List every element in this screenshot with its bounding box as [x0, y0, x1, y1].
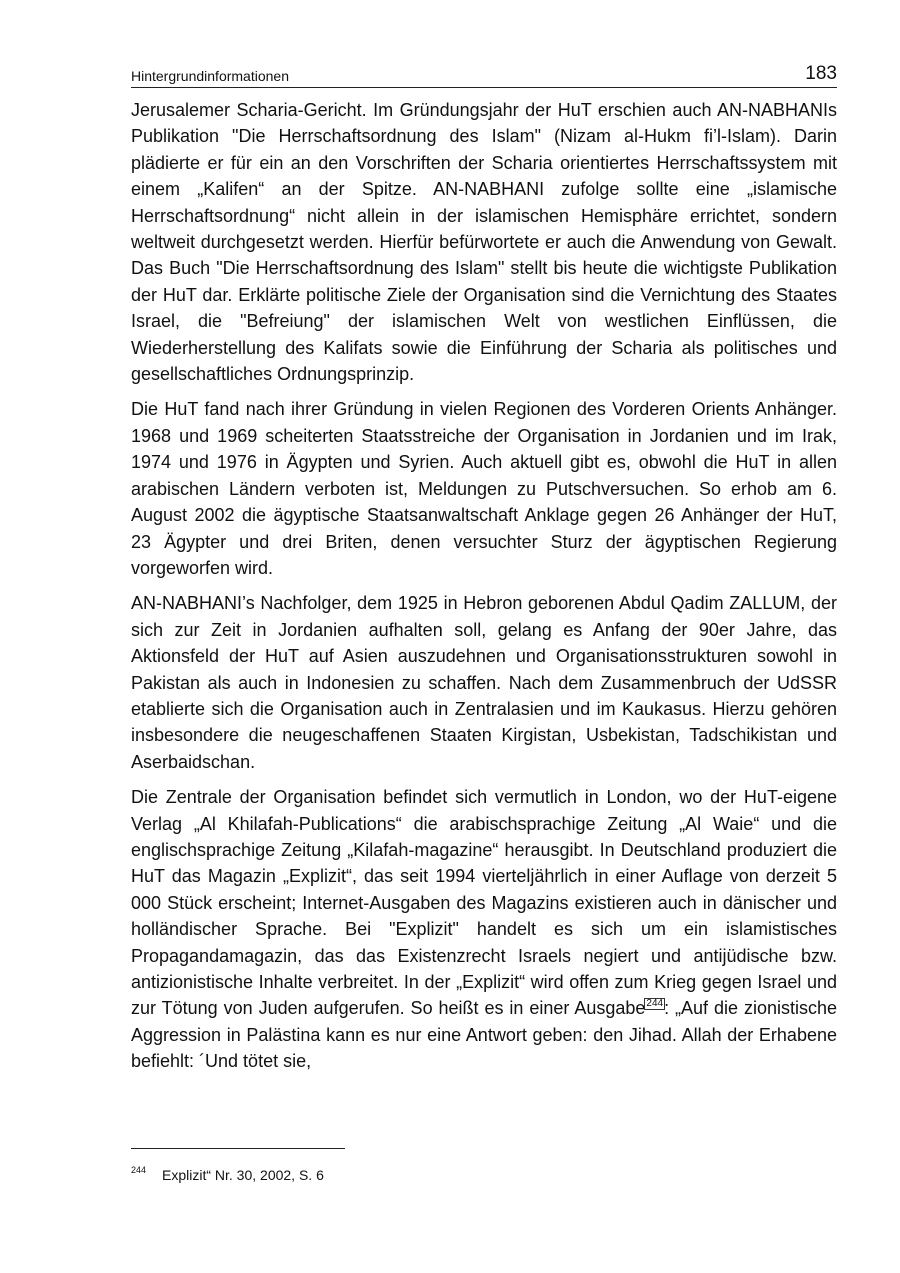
running-header: [131, 60, 837, 86]
footnote: [131, 1166, 837, 1184]
paragraph-4-text-after-ref: : „Auf die zionistische Aggression in Palästina kann es nur eine Antwort geben: den Jihad. Allah der Erhabene befiehlt: ´Und tötet sie,: [131, 998, 838, 1072]
paragraph-1: Jerusalemer Scharia-Gericht. Im Gründungsjahr der HuT erschien auch AN-NABHANIs Publikation "Die Herrschaftsordnung des Islam" (Nizam al-Hukm fi’l-Islam). Darin plädierte er für ein an den Vorschriften der Scharia orientiertes Herrschaftssystem mit einem „Kalifen“ an der Spitze. AN-NABHANI zufolge sollte eine „islamische Herrschaftsordnung“ nicht allein in der islamischen Hemisphäre errichtet, sondern weltweit durchgesetzt werden. Hierfür befürwortete er auch die Anwendung von Gewalt. Das Buch "Die Herrschaftsordnung des Islam" stellt bis heute die wichtigste Publikation der HuT dar. Erklärte politische Ziele der Organisation sind die Vernichtung des Staates Israel, die "Befreiung" der islamischen Welt von westlichen Einflüssen, die Wiederherstellung des Kalifats sowie die Einführung der Scharia als politisches und gesellschaftliches Ordnungsprinzip.: [131, 100, 837, 385]
footnote-text: Explizit“ Nr. 30, 2002, S. 6: [162, 1167, 324, 1183]
paragraph-2: Die HuT fand nach ihrer Gründung in vielen Regionen des Vorderen Orients Anhänger. 1968 und 1969 scheiterten Staatsstreiche der Organisation in Jordanien und im Irak, 1974 und 1976 in Ägypten und Syrien. Auch aktuell gibt es, obwohl die HuT in allen arabischen Ländern verboten ist, Meldungen zu Putschversuchen. So erhob am 6. August 2002 die ägyptische Staatsanwaltschaft Anklage gegen 26 Anhänger der HuT, 23 Ägypter und drei Briten, denen versuchter Sturz der ägyptischen Regierung vorgeworfen wird.: [131, 399, 837, 578]
paragraph-3: AN-NABHANI’s Nachfolger, dem 1925 in Hebron geborenen Abdul Qadim ZALLUM, der sich zur Zeit in Jordanien aufhalten soll, gelang es Anfang der 90er Jahre, das Aktionsfeld der HuT auf Asien auszudehnen und Organisationsstrukturen sowohl in Pakistan als auch in Indonesien zu schaffen. Nach dem Zusammenbruch der UdSSR etablierte sich die Organisation auch in Zentralasien und im Kaukasus. Hierzu gehören insbesondere die neugeschaffenen Staaten Kirgistan, Usbekistan, Tadschikistan und Aserbaidschan.: [131, 593, 837, 772]
paragraph-4-text-before-ref: Die Zentrale der Organisation befindet sich vermutlich in London, wo der HuT-eigene Verlag „Al Khilafah-Publications“ die arabischsprachige Zeitung „Al Waie“ und die englischsprachige Zeitung „Kilafah-magazine“ herausgibt. In Deutschland produziert die HuT das Magazin „Explizit“, das seit 1994 vierteljährlich in einer Auflage von derzeit 5 000 Stück erscheint; Internet-Ausgaben des Magazins existieren auch in dänischer und holländischer Sprache. Bei "Explizit" handelt es sich um ein islamistisches Propagandamagazin, das das Existenzrecht Israels negiert und antijüdische bzw. antizionistische Inhalte verbreitet. In der „Explizit“ wird offen zum Krieg gegen Israel und zur Tötung von Juden aufgerufen. So heißt es in einer Ausgabe: [131, 787, 837, 1019]
header-title: Hintergrundinformationen: [131, 68, 289, 84]
page-number: 183: [805, 63, 837, 84]
paragraph-4: [131, 784, 837, 1074]
footnote-number: 244: [131, 1165, 147, 1175]
footnote-reference[interactable]: 244: [646, 998, 664, 1010]
body-text: [131, 97, 837, 1084]
header-rule: [131, 87, 837, 88]
footnote-rule: [131, 1148, 345, 1149]
